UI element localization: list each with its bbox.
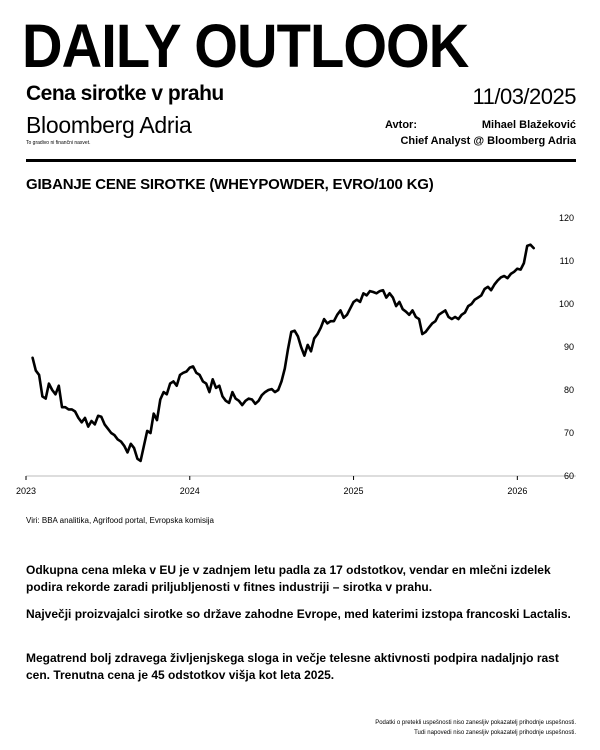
paragraph-2: Največji proizvajalci sirotke so države zahodne Evrope, med katerimi izstopa francoski Lactalis. <box>26 607 571 621</box>
y-tick-label: 110 <box>559 256 574 266</box>
price-series-line <box>33 245 534 461</box>
report-date: 11/03/2025 <box>472 84 576 109</box>
disclaimer-note: To gradivo ni finančni nasvet. <box>26 140 91 146</box>
footer-disclaimer-1: Podatki o pretekli uspešnosti niso zanesljiv pokazatelj prihodnje uspešnosti. <box>375 720 576 726</box>
brand-name: Bloomberg Adria <box>26 112 192 138</box>
author-label: Avtor: <box>385 119 417 131</box>
y-tick-label: 90 <box>563 342 574 352</box>
x-tick-label: 2024 <box>179 486 200 496</box>
y-tick-label: 70 <box>563 428 574 438</box>
y-tick-label: 100 <box>558 299 574 309</box>
x-tick-label: 2023 <box>15 486 37 496</box>
y-tick-label: 120 <box>558 213 574 223</box>
y-tick-label: 80 <box>563 385 574 395</box>
x-tick-label: 2026 <box>507 486 528 496</box>
author-name: Mihael Blažeković <box>481 119 576 131</box>
x-tick-label: 2025 <box>343 486 364 496</box>
author-role: Chief Analyst @ Bloomberg Adria <box>400 135 576 147</box>
report-subtitle: Cena sirotke v prahu <box>26 82 224 105</box>
report-title: DAILY OUTLOOK <box>22 12 469 80</box>
footer-disclaimer-2: Tudi napovedi niso zanesljiv pokazatelj prihodnje uspešnosti. <box>414 730 576 736</box>
paragraph-3: Megatrend bolj zdravega življenjskega sloga in večje telesne aktivnosti podpira nadaljnjo rast cen. Trenutna cena je 45 odstotkov višja kot leta 2025. <box>26 651 559 682</box>
y-tick-label: 60 <box>563 471 574 481</box>
chart-title: GIBANJE CENE SIROTKE (WHEYPOWDER, EVRO/100 KG) <box>26 176 434 193</box>
chart-sources: Viri: BBA analitika, Agrifood portal, Evropska komisija <box>26 516 214 525</box>
paragraph-1: Odkupna cena mleka v EU je v zadnjem letu padla za 17 odstotkov, vendar en mlečni izdelek podira rekorde zaradi priljubljenosti v fitnes industriji – sirotka v prahu. <box>26 563 551 594</box>
